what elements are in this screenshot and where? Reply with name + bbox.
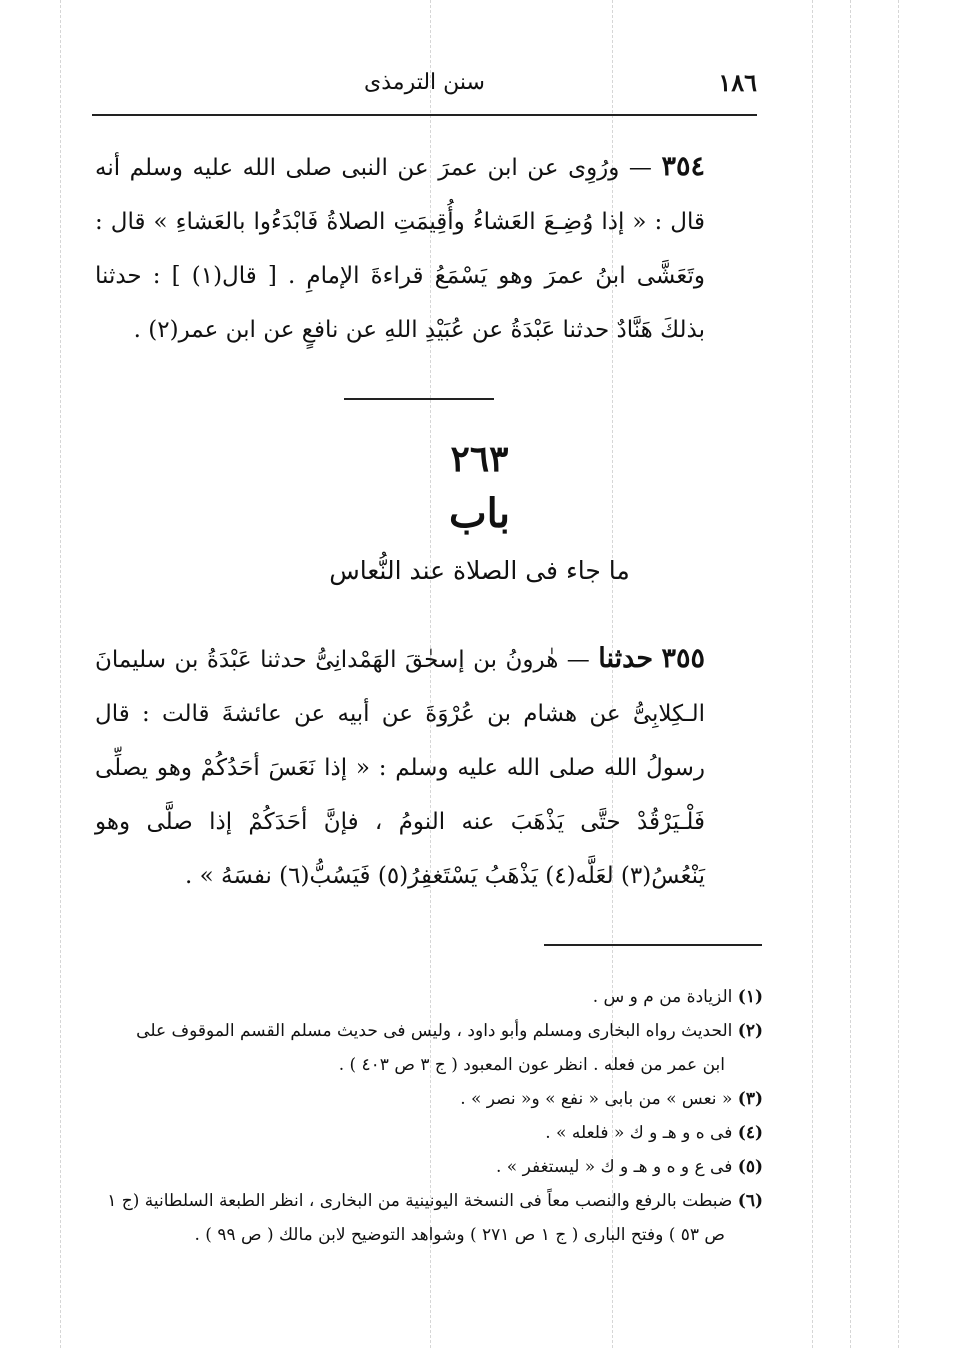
hadith-355 bbox=[95, 632, 705, 903]
bab-heading: باب bbox=[449, 490, 510, 537]
hadith-number: ٣٥٤ bbox=[661, 151, 705, 182]
section-divider bbox=[344, 398, 494, 400]
hadith-text: — هٰرونُ بن إسحٰقَ الهَمْدانِىُّ حدثنا عَبْدَةُ بن سليمانَ الـكِلابِىُّ عن هشام بن عُرْوَةَ عن أبيه عن عائشةَ قالت : قال رسولُ الله صلى الله عليه وسلم : « إذا نَعَسَ أحَدُكُمْ وهو يصلِّى فَلْـيَرْقُدْ حتَّى يَذْهَبَ عنه النومُ ، فإنَّ أحَدَكُمْ إذا صلَّى وهو يَنْعُسُ(٣) لعَلَّه(٤) يَذْهَبُ يَسْتَغفِرُ(٥) فَيَسُبُّ(٦) نفسَهُ » . bbox=[95, 647, 705, 889]
footnote-4: (٤) فى ه و هـ و ك « فلعله » . bbox=[545, 1123, 763, 1143]
footnote-6: (٦) ضبطت بالرفع والنصب معاً فى النسخة اليونينية من البخارى ، انظر الطبعة السلطانية (ج ١ bbox=[107, 1191, 763, 1211]
footnote-1: (١) الزيادة من م و س . bbox=[592, 987, 763, 1007]
footnote-6-continuation: ص ٥٣ ) وفتح البارى ( ج ١ ص ٢٧١ ) وشواهد التوضيح لابن مالك ( ص ٩٩ ) . bbox=[194, 1225, 725, 1245]
hadith-number: ٣٥٥ bbox=[661, 643, 706, 674]
footnote-5: (٥) فى ع و ه و هـ و ك « ليستغفر » . bbox=[495, 1157, 763, 1177]
scan-line bbox=[60, 0, 61, 1348]
scan-line bbox=[898, 0, 899, 1348]
hadith-text: — ورُوِى عن ابن عمرَ عن النبى صلى الله عليه وسلم أنه قال : « إذا وُضِـعَ العَشاءُ وأُقِيمَتِ الصلاةُ فَابْدَءُوا بالعَشاءِ » قال : وتَعَشَّى ابنُ عمرَ وهو يَسْمَعُ قراءةَ الإمامِ . [ قال(١) ] : حدثنا بذلكَ هَنَّادٌ حدثنا عَبْدَةُ عن عُبَيْدِ اللهِ عن نافعٍ عن ابن عمر(٢) . bbox=[95, 155, 705, 343]
scan-line bbox=[812, 0, 813, 1348]
footnote-divider bbox=[544, 944, 762, 946]
bab-number: ٢٦٣ bbox=[450, 438, 509, 480]
page-number: ١٨٦ bbox=[718, 68, 757, 97]
running-title: سنن الترمذى bbox=[364, 70, 485, 95]
hadith-354 bbox=[95, 140, 705, 357]
footnotes bbox=[95, 980, 763, 1252]
page-header bbox=[92, 62, 757, 110]
header-rule bbox=[92, 114, 757, 116]
footnote-3: (٣) « نعس » من بابى « نفع » و« نصر » . bbox=[460, 1089, 763, 1109]
footnote-2-continuation: ابن عمر من فعله . انظر عون المعبود ( ج ٣ ص ٤٠٣ ) . bbox=[338, 1055, 725, 1075]
bab-title: ما جاء فى الصلاة عند النُّعاس bbox=[329, 556, 630, 585]
footnote-2: (٢) الحديث رواه البخارى ومسلم وأبو داود ، وليس فى حديث مسلم القسم الموقوف على bbox=[136, 1021, 763, 1041]
scan-line bbox=[850, 0, 851, 1348]
haddathana-marker: حدثنا bbox=[598, 643, 654, 674]
